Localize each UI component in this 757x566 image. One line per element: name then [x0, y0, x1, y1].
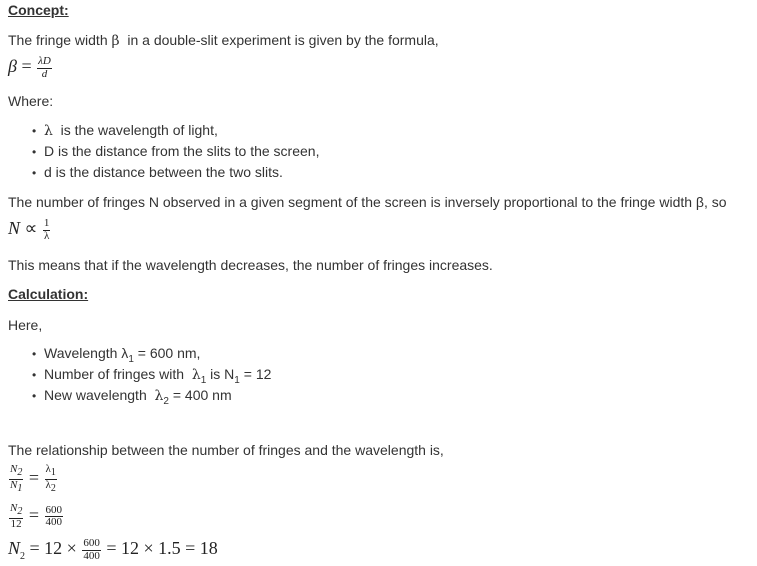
calc-item-3-pre: New wavelength	[44, 387, 147, 403]
eq4-equals: =	[28, 504, 39, 525]
eq5-fraction	[82, 538, 101, 562]
eq2-fraction	[43, 218, 51, 242]
intro-line	[8, 32, 439, 49]
eq4-right-den: 400	[45, 516, 62, 529]
eq5-equals-2: =	[106, 538, 117, 559]
eq3-nl-sub: 2	[17, 467, 23, 479]
calc-item-3	[44, 387, 232, 407]
eq3-equals: =	[28, 467, 39, 488]
eq3-nr-sub: 1	[50, 467, 56, 479]
eq5-numerator: 600	[83, 537, 100, 549]
eq2-denominator: λ	[43, 229, 50, 242]
eq2-rel: ∝	[24, 218, 38, 239]
eq3-right-fraction	[45, 464, 57, 494]
eq4-nl-sub: 2	[17, 506, 23, 518]
where-item-3: d is the distance between the two slits.	[44, 164, 283, 180]
calc-item-2-pre: Number of fringes with	[44, 366, 185, 382]
proportionality-equation	[8, 218, 51, 242]
calc-item-3-post: = 400 nm	[172, 387, 232, 403]
eq5-lhs-sub: 2	[20, 550, 26, 562]
where-item-1	[44, 122, 218, 139]
eq4-left-den: 12	[10, 517, 22, 530]
ratio-equation	[8, 464, 58, 494]
eq3-dr-sub: 2	[50, 482, 56, 494]
eq5-denominator: 400	[83, 549, 100, 562]
bullet-icon: •	[32, 368, 37, 382]
calc-item-1-post: = 600 nm,	[137, 345, 201, 361]
eq5-lhs: N	[8, 538, 21, 559]
eq4-left-fraction	[9, 503, 23, 530]
bullet-icon: •	[32, 145, 37, 159]
eq3-nr: λ	[45, 463, 51, 475]
eq4-nl: N	[10, 502, 18, 514]
fringes-sentence: The number of fringes N observed in a given segment of the screen is inversely proportional to the fringe width β, so	[8, 194, 727, 210]
substitution-equation	[8, 503, 64, 530]
where-label: Where:	[8, 93, 54, 109]
calc-item-1	[44, 345, 200, 365]
eq3-left-den	[9, 480, 23, 495]
calc-item-3-sub: 2	[163, 395, 169, 407]
concept-heading: Concept:	[8, 2, 69, 18]
here-label: Here,	[8, 317, 43, 333]
intro-pre: The fringe width	[8, 32, 108, 48]
eq5-equals-3: =	[185, 538, 196, 559]
where-item-1-symbol: λ	[44, 123, 53, 139]
eq3-dr: λ	[45, 478, 51, 491]
calc-item-2-post: = 12	[243, 366, 272, 382]
calc-item-2-mid: is N	[210, 366, 235, 382]
eq1-equals: =	[21, 56, 32, 77]
eq3-right-num	[45, 464, 57, 480]
eq4-left-num	[9, 503, 23, 519]
calc-item-1-pre: Wavelength λ	[44, 345, 129, 361]
calc-item-2	[44, 366, 271, 386]
eq3-dl-sub: 1	[17, 482, 23, 494]
bullet-icon: •	[32, 166, 37, 180]
where-item-2: D is the distance from the slits to the screen,	[44, 143, 320, 159]
eq1-denominator: d	[41, 67, 48, 80]
calc-item-1-sub: 1	[128, 353, 134, 365]
calc-item-2-lambda: λ	[191, 367, 201, 383]
eq3-left-fraction	[9, 464, 23, 494]
calc-item-2-n-sub: 1	[234, 374, 240, 386]
means-sentence: This means that if the wavelength decreases, the number of fringes increases.	[8, 257, 493, 273]
eq2-lhs: N	[8, 218, 21, 239]
eq3-dl: N	[10, 478, 18, 491]
eq3-left-num	[9, 464, 23, 480]
eq1-lhs: β	[8, 56, 17, 77]
bullet-icon: •	[32, 347, 37, 361]
eq3-right-den	[45, 480, 57, 495]
fringe-width-equation	[8, 56, 53, 80]
eq1-numerator: λD	[38, 55, 51, 67]
eq5-c: 1.5	[158, 538, 181, 559]
eq4-right-fraction	[45, 505, 64, 529]
eq5-times-2: ×	[143, 538, 154, 559]
eq5-equals-1: =	[29, 538, 40, 559]
eq3-nl: N	[10, 463, 18, 475]
eq4-right-num: 600	[45, 503, 62, 516]
intro-post: in a double-slit experiment is given by the formula,	[127, 32, 439, 48]
eq5-a: 12	[44, 538, 63, 559]
beta-symbol: β	[111, 33, 120, 49]
relationship-sentence: The relationship between the number of fringes and the wavelength is,	[8, 442, 444, 458]
eq5-b: 12	[120, 538, 139, 559]
bullet-icon: •	[32, 389, 37, 403]
eq5-result: 18	[199, 538, 218, 559]
calculation-heading: Calculation:	[8, 286, 89, 302]
eq1-fraction	[37, 56, 52, 80]
result-equation	[8, 538, 218, 562]
bullet-icon: •	[32, 124, 37, 138]
where-item-1-text: is the wavelength of light,	[60, 122, 218, 138]
eq5-times-1: ×	[66, 538, 77, 559]
calc-item-3-lambda: λ	[154, 388, 164, 404]
calc-item-2-lambda-sub: 1	[200, 374, 207, 386]
eq2-numerator: 1	[43, 217, 50, 229]
